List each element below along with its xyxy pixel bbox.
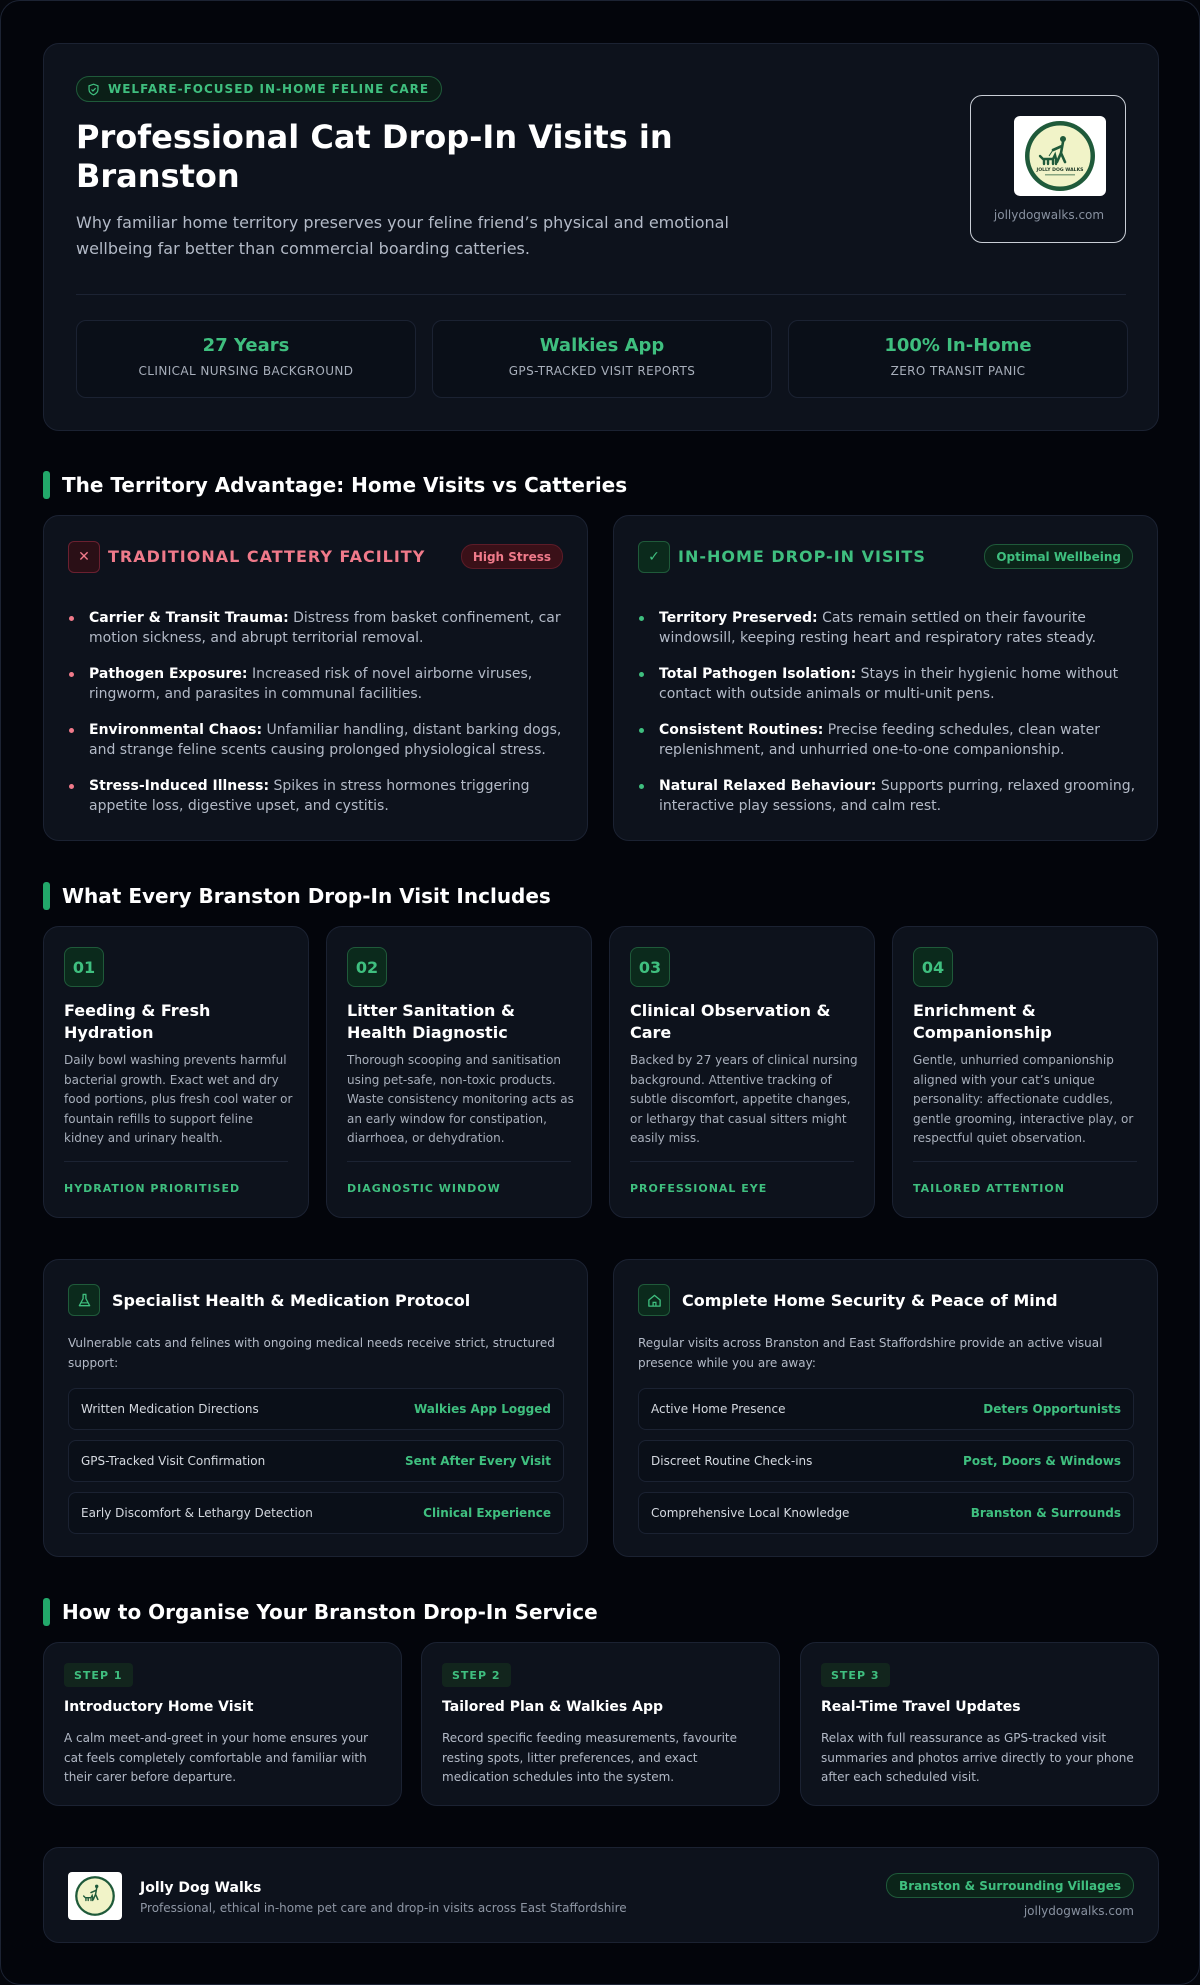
protocol-row-label: Discreet Routine Check-ins: [651, 1454, 813, 1468]
section-title-organise: [43, 1598, 598, 1626]
feature-divider: [347, 1161, 571, 1162]
service-area-badge: Branston & Surrounding Villages: [886, 1873, 1134, 1898]
feature-card: [892, 926, 1158, 1218]
feature-title: Litter Sanitation & Health Diagnostic: [347, 1001, 515, 1042]
shield-check-icon: [87, 83, 100, 96]
list-item-label: Environmental Chaos:: [89, 722, 263, 738]
feature-tag: HYDRATION PRIORITISED: [64, 1182, 241, 1195]
protocol-row: [638, 1492, 1134, 1534]
section-accent-bar: [43, 471, 50, 499]
home-security-card: [613, 1259, 1158, 1557]
feature-tag: PROFESSIONAL EYE: [630, 1182, 768, 1195]
high-stress-badge: High Stress: [461, 544, 563, 569]
dog-walker-logo-icon: [1023, 119, 1097, 193]
list-item-text: Precise feeding schedules, clean water replenishment, and unhurried one-to-one companionship.: [659, 722, 1101, 758]
list-item-text: Unfamiliar handling, distant barking dogs, and strange feline scents causing prolonged physiological stress.: [89, 722, 562, 758]
section-title-comparison: [43, 471, 627, 499]
protocol-row: [638, 1440, 1134, 1482]
list-item: [638, 664, 1138, 704]
list-item: [68, 608, 568, 648]
feature-number: 02: [347, 947, 387, 987]
logo-wordmark: JOLLY DOG WALKS: [1036, 168, 1084, 173]
feature-card: [326, 926, 592, 1218]
feature-text: Thorough scooping and sanitisation using pet-safe, non-toxic products. Waste consistency monitoring acts as an early window for constipation, diarrhoea, or dehydration.: [347, 1053, 574, 1145]
stat-value: 27 Years: [202, 335, 290, 356]
step-text: Relax with full reassurance as GPS-tracked visit summaries and photos arrive directly to your phone after each scheduled visit.: [821, 1731, 1134, 1784]
hero-card: [43, 43, 1159, 431]
medication-protocol-card: [43, 1259, 588, 1557]
step-title: Real-Time Travel Updates: [821, 1699, 1021, 1715]
feature-number: 03: [630, 947, 670, 987]
section-accent-bar: [43, 882, 50, 910]
stat-card: [432, 320, 772, 398]
list-item-label: Natural Relaxed Behaviour:: [659, 778, 877, 794]
feature-text: Gentle, unhurried companionship aligned with your cat’s unique personality: affectionate cuddles, gentle grooming, interactive play, or respectful quiet observation.: [913, 1053, 1134, 1145]
section-heading: The Territory Advantage: Home Visits vs Catteries: [62, 473, 628, 497]
optimal-wellbeing-badge: Optimal Wellbeing: [984, 544, 1133, 569]
stat-label: CLINICAL NURSING BACKGROUND: [138, 364, 354, 378]
in-home-title: IN-HOME DROP-IN VISITS: [678, 547, 926, 566]
jolly-dog-walks-logo: [1014, 116, 1106, 196]
in-home-list: [638, 608, 1138, 832]
list-item: [68, 776, 568, 816]
list-item-label: Consistent Routines:: [659, 722, 824, 738]
step-card: [421, 1642, 780, 1806]
footer-domain-link[interactable]: jollydogwalks.com: [1023, 1904, 1134, 1918]
list-item: [638, 720, 1138, 760]
feature-number: 01: [64, 947, 104, 987]
protocol-row-value: Deters Opportunists: [983, 1402, 1121, 1416]
footer-description: Professional, ethical in-home pet care and drop-in visits across East Staffordshire: [140, 1901, 627, 1915]
page-title: Professional Cat Drop-In Visits in Branston: [76, 118, 673, 195]
feature-number: 04: [913, 947, 953, 987]
step-text: Record specific feeding measurements, favourite resting spots, litter preferences, and exact medication schedules into the system.: [442, 1731, 737, 1784]
step-label: STEP 3: [821, 1663, 890, 1687]
stat-value: 100% In-Home: [884, 335, 1032, 356]
home-icon: [638, 1284, 670, 1316]
protocol-row-value: Sent After Every Visit: [405, 1454, 551, 1468]
protocol-row-label: Comprehensive Local Knowledge: [651, 1506, 850, 1520]
protocol-row-label: Written Medication Directions: [81, 1402, 259, 1416]
footer-logo: [68, 1872, 122, 1920]
stat-value: Walkies App: [539, 335, 665, 356]
protocol-row-value: Clinical Experience: [423, 1506, 551, 1520]
list-item-text: Supports purring, relaxed grooming, interactive play sessions, and calm rest.: [659, 778, 1136, 814]
stat-card: [76, 320, 416, 398]
step-title: Tailored Plan & Walkies App: [442, 1699, 664, 1715]
stat-label: ZERO TRANSIT PANIC: [890, 364, 1026, 378]
list-item: [68, 664, 568, 704]
step-card: [43, 1642, 402, 1806]
list-item-label: Pathogen Exposure:: [89, 666, 248, 682]
in-home-card: [613, 515, 1158, 841]
feature-text: Backed by 27 years of clinical nursing background. Attentive tracking of subtle discomfort, appetite changes, or lethargy that casual sitters might easily miss.: [630, 1053, 858, 1145]
protocol-row-label: GPS-Tracked Visit Confirmation: [81, 1454, 266, 1468]
logo-card[interactable]: [970, 95, 1126, 243]
list-item-label: Total Pathogen Isolation:: [659, 666, 857, 682]
protocol-row: [68, 1440, 564, 1482]
feature-divider: [913, 1161, 1137, 1162]
list-item-text: Cats remain settled on their favourite windowsill, keeping resting heart and respiratory rates steady.: [659, 610, 1097, 646]
list-item-text: Spikes in stress hormones triggering appetite loss, digestive upset, and cystitis.: [89, 778, 530, 814]
pill-label: WELFARE-FOCUSED IN-HOME FELINE CARE: [108, 82, 430, 96]
protocol-row-label: Early Discomfort & Lethargy Detection: [81, 1506, 313, 1520]
protocol-title: Complete Home Security & Peace of Mind: [682, 1291, 1058, 1310]
logo-domain[interactable]: jollydogwalks.com: [993, 208, 1105, 222]
footer: [43, 1847, 1159, 1943]
feature-title: Feeding & Fresh Hydration: [64, 1001, 211, 1042]
flask-icon: [68, 1284, 100, 1316]
protocol-intro: Regular visits across Branston and East Staffordshire provide an active visual presence while you are away:: [638, 1336, 1103, 1370]
cattery-list: [68, 608, 568, 832]
page-subtitle: Why familiar home territory preserves your feline friend’s physical and emotional wellbeing far better than commercial boarding catteries.: [76, 213, 729, 258]
protocol-row-value: Post, Doors & Windows: [963, 1454, 1121, 1468]
protocol-row: [68, 1388, 564, 1430]
section-heading: How to Organise Your Branston Drop-In Service: [62, 1600, 598, 1624]
footer-brand-name: Jolly Dog Walks: [140, 1880, 262, 1896]
protocol-row: [638, 1388, 1134, 1430]
feature-divider: [64, 1161, 288, 1162]
list-item: [638, 776, 1138, 816]
feature-tag: TAILORED ATTENTION: [913, 1182, 1065, 1195]
protocol-row-value: Walkies App Logged: [413, 1402, 551, 1416]
check-icon: ✓: [638, 541, 670, 573]
list-item-text: Distress from basket confinement, car motion sickness, and abrupt territorial removal.: [89, 610, 561, 646]
feature-title: Enrichment & Companionship: [913, 1001, 1052, 1042]
protocol-title: Specialist Health & Medication Protocol: [112, 1291, 471, 1310]
list-item-text: Stays in their hygienic home without contact with outside animals or multi-unit pens.: [659, 666, 1119, 702]
feature-card: [609, 926, 875, 1218]
list-item-label: Territory Preserved:: [659, 610, 818, 626]
step-card: [800, 1642, 1159, 1806]
list-item-text: Increased risk of novel airborne viruses, ringworm, and parasites in communal facilities.: [89, 666, 533, 702]
step-text: A calm meet-and-greet in your home ensures your cat feels completely comfortable and familiar with their carer before departure.: [64, 1731, 369, 1784]
protocol-row: [68, 1492, 564, 1534]
welfare-pill: [76, 76, 442, 102]
step-title: Introductory Home Visit: [64, 1699, 254, 1715]
protocol-intro: Vulnerable cats and felines with ongoing medical needs receive strict, structured support:: [68, 1336, 555, 1370]
cross-icon: ✕: [68, 541, 100, 573]
feature-card: [43, 926, 309, 1218]
section-accent-bar: [43, 1598, 50, 1626]
step-label: STEP 2: [442, 1663, 511, 1687]
list-item-label: Stress-Induced Illness:: [89, 778, 270, 794]
dog-walker-logo-icon: [74, 1875, 116, 1917]
protocol-row-value: Branston & Surrounds: [970, 1506, 1121, 1520]
section-title-includes: [43, 882, 551, 910]
stat-label: GPS-TRACKED VISIT REPORTS: [508, 364, 696, 378]
cattery-card: [43, 515, 588, 841]
feature-text: Daily bowl washing prevents harmful bacterial growth. Exact wet and dry food portions, plus fresh cool water or fountain refills to support feline kidney and urinary health.: [64, 1053, 293, 1145]
feature-title: Clinical Observation & Care: [630, 1001, 831, 1042]
feature-tag: DIAGNOSTIC WINDOW: [347, 1182, 501, 1195]
step-label: STEP 1: [64, 1663, 133, 1687]
hero-divider: [76, 294, 1126, 295]
list-item: [68, 720, 568, 760]
cattery-title: TRADITIONAL CATTERY FACILITY: [108, 547, 426, 566]
protocol-row-label: Active Home Presence: [651, 1402, 786, 1416]
feature-divider: [630, 1161, 854, 1162]
stat-card: [788, 320, 1128, 398]
list-item: [638, 608, 1138, 648]
section-heading: What Every Branston Drop-In Visit Includes: [62, 884, 551, 908]
list-item-label: Carrier & Transit Trauma:: [89, 610, 289, 626]
